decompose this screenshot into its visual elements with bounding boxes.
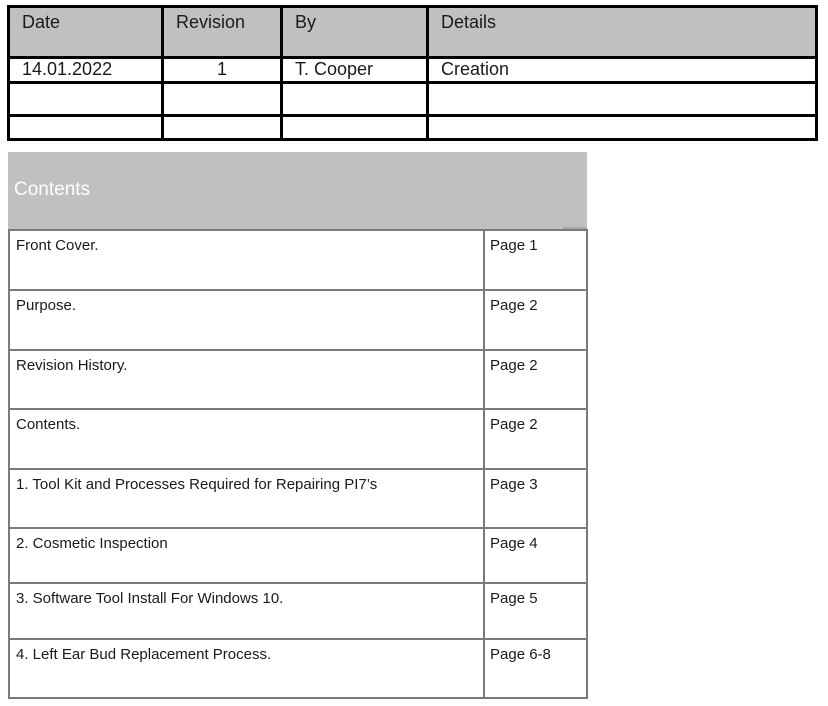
toc-entry-label: 3. Software Tool Install For Windows 10. (9, 583, 484, 639)
cell-revision: 1 (163, 58, 282, 83)
cell-details: Creation (428, 58, 817, 83)
toc-entry-label: Revision History. (9, 350, 484, 409)
cell-details (428, 83, 817, 116)
header-date: Date (9, 7, 163, 58)
toc-entry-page: Page 2 (484, 290, 587, 350)
table-row (9, 116, 817, 140)
toc-entry-label: Front Cover. (9, 230, 484, 290)
toc-entry-label: Purpose. (9, 290, 484, 350)
cell-by (282, 83, 428, 116)
toc-entry-page: Page 3 (484, 469, 587, 528)
cell-revision (163, 116, 282, 140)
cell-date (9, 116, 163, 140)
header-by: By (282, 7, 428, 58)
toc-row (9, 583, 587, 639)
revision-table (7, 5, 818, 141)
cell-date: 14.01.2022 (9, 58, 163, 83)
toc-entry-page: Page 5 (484, 583, 587, 639)
contents-heading (8, 152, 587, 230)
toc-row (9, 409, 587, 469)
cell-date (9, 83, 163, 116)
revision-table-header (9, 7, 817, 58)
contents-title: Contents (14, 179, 91, 200)
contents-table (8, 229, 588, 699)
table-row (9, 83, 817, 116)
toc-entry-page: Page 4 (484, 528, 587, 583)
cell-details (428, 116, 817, 140)
toc-entry-label: 4. Left Ear Bud Replacement Process. (9, 639, 484, 698)
toc-row (9, 230, 587, 290)
toc-entry-label: 1. Tool Kit and Processes Required for Repairing PI7’s (9, 469, 484, 528)
toc-entry-page: Page 2 (484, 350, 587, 409)
cell-revision (163, 83, 282, 116)
cell-by: T. Cooper (282, 58, 428, 83)
toc-entry-label: Contents. (9, 409, 484, 469)
toc-entry-page: Page 2 (484, 409, 587, 469)
toc-row (9, 469, 587, 528)
toc-entry-label: 2. Cosmetic Inspection (9, 528, 484, 583)
table-row (9, 58, 817, 83)
header-details: Details (428, 7, 817, 58)
toc-entry-page: Page 6-8 (484, 639, 587, 698)
toc-entry-page: Page 1 (484, 230, 587, 290)
toc-row (9, 639, 587, 698)
cell-by (282, 116, 428, 140)
toc-row (9, 350, 587, 409)
toc-row (9, 528, 587, 583)
toc-row (9, 290, 587, 350)
header-revision: Revision (163, 7, 282, 58)
